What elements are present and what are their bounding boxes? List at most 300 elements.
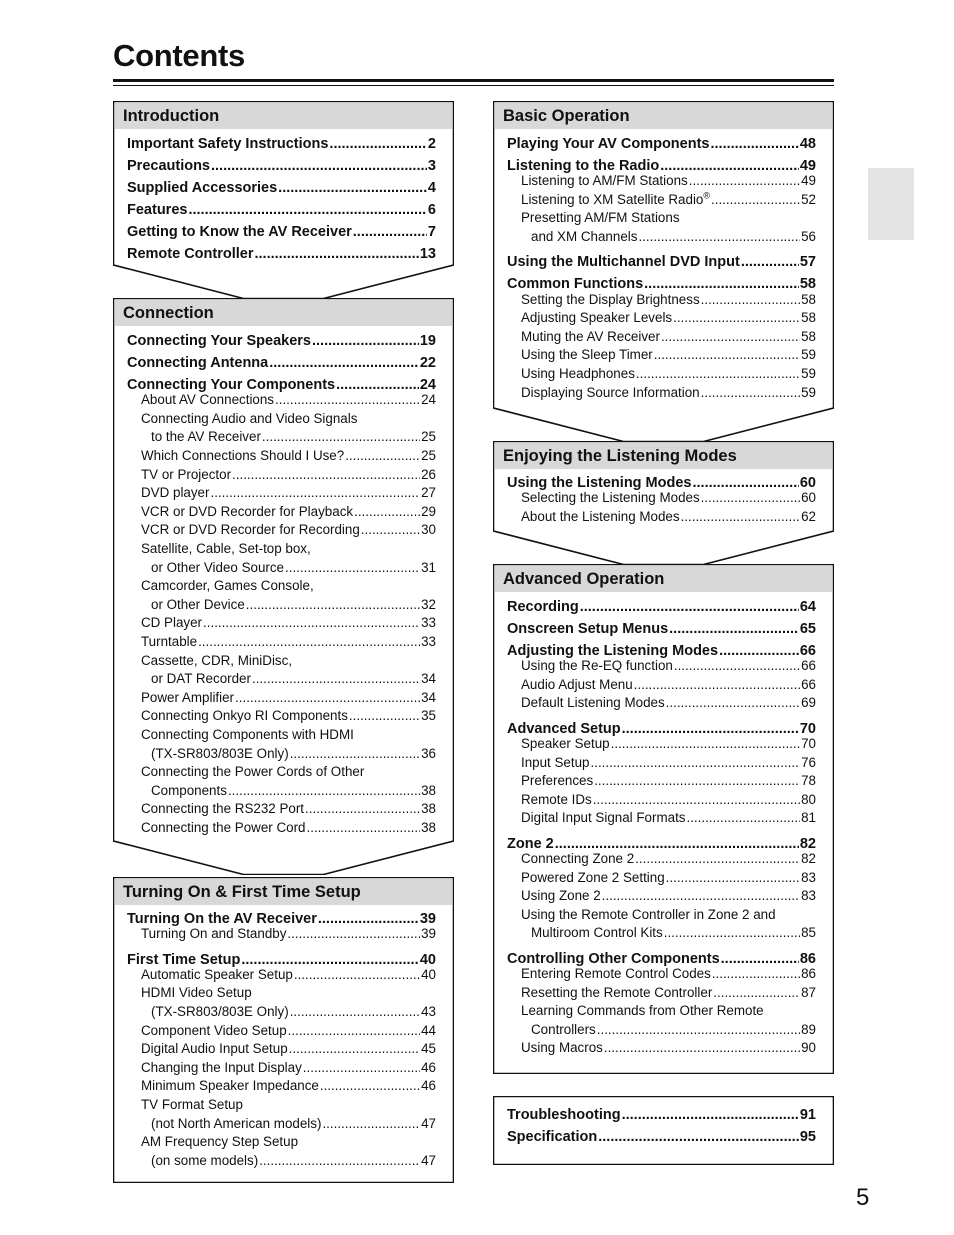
toc-entry[interactable] (127, 541, 436, 556)
dot-leader (661, 329, 800, 344)
toc-entry-page: 57 (799, 254, 816, 271)
toc-entry[interactable] (507, 475, 816, 491)
toc-entry-page: 82 (801, 851, 816, 866)
toc-entry[interactable] (127, 202, 436, 218)
toc-entry[interactable] (127, 1134, 436, 1149)
dot-leader (269, 355, 419, 371)
dot-leader (232, 467, 420, 482)
dot-leader (741, 254, 799, 270)
registered-mark: ® (703, 190, 711, 201)
toc-entry[interactable] (507, 985, 816, 1000)
toc-entry[interactable] (507, 1022, 816, 1037)
toc-entry-page: 85 (801, 925, 816, 941)
toc-entry[interactable] (127, 136, 436, 152)
toc-entry-page: 48 (799, 136, 816, 152)
toc-entry-label: CD Player (141, 615, 203, 631)
toc-entry-page: 46 (421, 1059, 436, 1075)
toc-entry[interactable] (507, 677, 816, 692)
toc-entry[interactable] (127, 615, 436, 630)
toc-entry-label: Remote IDs (521, 791, 592, 807)
toc-entry[interactable] (507, 276, 816, 292)
toc-entry-label: Turning On and Standby (141, 926, 287, 942)
dot-leader (598, 1129, 799, 1145)
toc-entry[interactable] (127, 333, 436, 349)
toc-entry-label: Components (151, 782, 227, 798)
toc-entry[interactable] (507, 1129, 816, 1145)
toc-entry-label: Connecting Onkyo RI Components (141, 708, 348, 724)
toc-entry[interactable] (127, 634, 436, 649)
toc-entry[interactable] (127, 746, 436, 761)
toc-entry-page: 2 (427, 136, 436, 152)
toc-entry-page: 38 (421, 782, 436, 798)
dot-leader (211, 158, 427, 174)
toc-entry-page: 95 (799, 1129, 816, 1145)
toc-entry[interactable] (507, 192, 816, 207)
section-listening-modes (493, 441, 834, 565)
toc-entry-page: 83 (801, 888, 816, 904)
toc-entry-page: 60 (801, 490, 816, 506)
toc-entry[interactable] (507, 643, 816, 659)
toc-entry-label: Controlling Other Components (507, 950, 720, 967)
toc-entry[interactable] (507, 509, 816, 524)
dot-leader (287, 926, 420, 941)
dot-leader (255, 246, 419, 262)
dot-leader (602, 888, 800, 903)
toc-entry[interactable] (127, 764, 436, 779)
dot-leader (203, 615, 420, 630)
toc-entry-label: Camcorder, Games Console, (141, 578, 314, 594)
toc-entry[interactable] (127, 597, 436, 612)
toc-entry[interactable] (127, 485, 436, 500)
toc-entry[interactable] (127, 411, 436, 426)
dot-leader (580, 599, 799, 615)
toc-entry-page: 58 (801, 310, 816, 326)
toc-entry-page: 89 (801, 1021, 816, 1037)
toc-entry[interactable] (127, 429, 436, 444)
toc-entry-label: Important Safety Instructions (127, 136, 329, 152)
section-header: Connection (115, 300, 452, 326)
toc-entry[interactable] (507, 229, 816, 244)
toc-entry-page: 49 (799, 158, 816, 174)
toc-entry-page: 64 (799, 599, 816, 615)
toc-entry-label: VCR or DVD Recorder for Recording (141, 522, 360, 538)
dot-leader (666, 695, 800, 710)
toc-entry-page: 83 (801, 869, 816, 885)
toc-entry-page: 70 (801, 736, 816, 751)
dot-leader (664, 925, 800, 940)
dot-leader (710, 136, 798, 152)
toc-entry[interactable] (127, 727, 436, 742)
dot-leader (689, 173, 800, 188)
toc-entry[interactable] (507, 254, 816, 270)
toc-entry[interactable] (507, 210, 816, 225)
toc-entry-page: 27 (421, 485, 436, 501)
toc-entry-label: Connecting Your Speakers (127, 333, 311, 349)
dot-leader (636, 366, 800, 381)
toc-entry-page: 38 (421, 801, 436, 817)
dot-leader (312, 333, 419, 349)
toc-entry[interactable] (507, 292, 816, 307)
toc-entry-page: 25 (421, 429, 436, 445)
section-header: Basic Operation (495, 103, 832, 129)
toc-entry-label: Connecting Audio and Video Signals (141, 410, 358, 426)
toc-entry-page: 40 (419, 951, 436, 968)
toc-entry[interactable] (127, 1023, 436, 1038)
toc-entry-page: 25 (421, 448, 436, 463)
toc-entry-label: and XM Channels (531, 229, 638, 244)
toc-entry[interactable] (507, 1040, 816, 1055)
toc-entry-label: Digital Input Signal Formats (521, 810, 686, 826)
toc-entry-label: Precautions (127, 158, 210, 174)
toc-entry-page: 19 (419, 333, 436, 349)
toc-entry-label: Advanced Setup (507, 720, 621, 737)
toc-entry-label: Connecting the RS232 Port (141, 801, 305, 817)
toc-entry-label: Input Setup (521, 754, 590, 770)
toc-entry-label: Cassette, CDR, MiniDisc, (141, 652, 293, 668)
toc-entry-label: About AV Connections (141, 392, 275, 408)
toc-entry[interactable] (127, 1004, 436, 1019)
dot-leader (290, 1004, 420, 1019)
toc-entry-label: (TX-SR803/803E Only) (151, 1004, 289, 1019)
toc-entry-page: 22 (419, 355, 436, 371)
toc-entry[interactable] (507, 1003, 816, 1018)
dot-leader (278, 180, 427, 196)
toc-entry-label: or Other Video Source (151, 559, 284, 575)
section-introduction (113, 101, 454, 299)
toc-entry-label: Powered Zone 2 Setting (521, 869, 665, 885)
toc-entry-label: (on some models) (151, 1152, 259, 1168)
toc-entry-page: 86 (799, 950, 816, 967)
toc-entry[interactable] (127, 671, 436, 686)
toc-entry-page: 49 (801, 173, 816, 189)
dot-leader (303, 1060, 420, 1075)
dot-leader (666, 870, 800, 885)
toc-entry[interactable] (127, 690, 436, 705)
toc-entry-label: Connecting the Power Cord (141, 820, 306, 835)
dot-leader (669, 621, 799, 637)
toc-entry-page: 47 (421, 1152, 436, 1168)
toc-entry[interactable] (127, 560, 436, 575)
toc-entry-label: Using the Sleep Timer (521, 347, 653, 363)
toc-entry-label: AM Frequency Step Setup (141, 1134, 299, 1150)
toc-entry[interactable] (507, 792, 816, 807)
dot-leader (361, 522, 420, 537)
dot-leader (721, 951, 799, 967)
toc-entry-page: 56 (801, 229, 816, 244)
toc-entry-page: 58 (801, 328, 816, 344)
toc-entry[interactable] (507, 755, 816, 770)
toc-entry[interactable] (507, 658, 816, 673)
dot-leader (320, 1078, 420, 1093)
toc-entry[interactable] (127, 448, 436, 463)
toc-entry-label: Changing the Input Display (141, 1059, 302, 1075)
toc-entry-label: Presetting AM/FM Stations (521, 210, 680, 226)
toc-entry[interactable] (507, 621, 816, 637)
toc-entry[interactable] (127, 708, 436, 723)
toc-entry-label: Listening to AM/FM Stations (521, 173, 688, 189)
dot-leader (555, 836, 799, 852)
dot-leader (285, 560, 420, 575)
toc-entry[interactable] (507, 951, 816, 967)
toc-entry-label: Minimum Speaker Impedance (141, 1078, 319, 1094)
title-rule-thin (113, 85, 834, 86)
toc-entry[interactable] (507, 490, 816, 505)
toc-entry[interactable] (507, 173, 816, 188)
toc-entry-label: Recording (507, 599, 579, 615)
toc-entry-page: 34 (421, 671, 436, 687)
toc-entry-page: 33 (421, 634, 436, 649)
toc-entry[interactable] (127, 504, 436, 519)
toc-entry[interactable] (127, 467, 436, 482)
toc-entry[interactable] (127, 377, 436, 393)
dot-leader (305, 801, 420, 816)
toc-entry-page: 76 (801, 754, 816, 770)
toc-entry-page: 24 (421, 392, 436, 408)
toc-entry-label: Power Amplifier (141, 689, 235, 705)
toc-entry-label: Connecting Antenna (127, 355, 269, 371)
section-header: Advanced Operation (495, 566, 832, 592)
toc-entry-label: TV Format Setup (141, 1097, 243, 1112)
toc-entry-label: VCR or DVD Recorder for Playback (141, 503, 354, 519)
toc-entry-page: 26 (421, 466, 436, 482)
dot-leader (638, 229, 800, 244)
toc-entry[interactable] (127, 1060, 436, 1075)
toc-entry[interactable] (127, 985, 436, 1000)
dot-leader (210, 485, 420, 500)
toc-entry-label: to the AV Receiver (151, 429, 261, 445)
toc-entry[interactable] (507, 1107, 816, 1123)
dot-leader (246, 597, 420, 612)
dot-leader (597, 1022, 800, 1037)
toc-entry-page: 36 (421, 745, 436, 761)
toc-entry[interactable] (507, 136, 816, 152)
toc-entry[interactable] (127, 926, 436, 941)
toc-entry[interactable] (507, 851, 816, 866)
dot-leader (354, 504, 420, 519)
toc-entry[interactable] (507, 810, 816, 825)
toc-entry-page: 86 (801, 966, 816, 981)
toc-entry-label: Connecting Zone 2 (521, 851, 635, 866)
toc-entry-label: Remote Controller (127, 246, 254, 262)
toc-entry-label: Adjusting the Listening Modes (507, 643, 719, 659)
toc-entry-page: 80 (801, 791, 816, 807)
toc-entry-label: Playing Your AV Components (507, 136, 710, 152)
toc-entry-page: 46 (421, 1078, 436, 1094)
toc-entry-page: 47 (421, 1115, 436, 1131)
toc-entry[interactable] (127, 224, 436, 240)
toc-entry-label: Using Zone 2 (521, 888, 601, 904)
dot-leader (604, 1040, 800, 1055)
toc-entry[interactable] (127, 158, 436, 174)
dot-leader (674, 658, 800, 673)
toc-entry[interactable] (127, 1097, 436, 1112)
toc-entry-page: 87 (801, 984, 816, 1000)
dot-leader (622, 1107, 799, 1123)
toc-entry-label: Using Headphones (521, 366, 635, 381)
section-appendix (493, 1096, 834, 1165)
toc-entry-page: 65 (799, 621, 816, 637)
toc-entry-label: Audio Adjust Menu (521, 676, 633, 692)
toc-entry[interactable] (127, 952, 436, 968)
toc-entry-label: Speaker Setup (521, 736, 610, 751)
toc-entry[interactable] (507, 599, 816, 615)
dot-leader (719, 643, 799, 659)
toc-entry-page: 31 (421, 559, 436, 575)
dot-leader (188, 202, 426, 218)
dot-leader (318, 911, 419, 927)
toc-entry-page: 52 (801, 191, 816, 207)
dot-leader (712, 966, 800, 981)
dot-leader (262, 429, 420, 444)
toc-entry-page: 59 (801, 366, 816, 381)
toc-entry[interactable] (507, 695, 816, 710)
toc-entry-page: 44 (421, 1022, 436, 1038)
toc-entry[interactable] (127, 355, 436, 371)
toc-entry[interactable] (507, 366, 816, 381)
toc-entry[interactable] (507, 158, 816, 174)
dot-leader (322, 1116, 420, 1131)
toc-entry-label: Which Connections Should I Use? (141, 448, 345, 463)
toc-entry[interactable] (507, 907, 816, 922)
toc-entry[interactable] (127, 1153, 436, 1168)
toc-entry[interactable] (127, 392, 436, 407)
toc-entry-page: 30 (421, 522, 436, 538)
dot-leader (660, 158, 799, 174)
dot-leader (591, 755, 801, 770)
toc-entry-page: 43 (421, 1004, 436, 1019)
dot-leader (681, 509, 801, 524)
toc-entry-page: 34 (421, 689, 436, 705)
section-header: Enjoying the Listening Modes (495, 443, 832, 469)
section-turning-on (113, 877, 454, 1183)
toc-entry-label: Connecting Components with HDMI (141, 727, 354, 742)
toc-entry-label: Component Video Setup (141, 1022, 287, 1038)
toc-entry[interactable] (127, 1078, 436, 1093)
toc-entry-label: About the Listening Modes (521, 508, 680, 524)
dot-leader (594, 773, 800, 788)
toc-entry[interactable] (507, 870, 816, 885)
toc-entry-page: 32 (421, 596, 436, 612)
toc-entry-label: or DAT Recorder (151, 671, 251, 687)
section-advanced-operation (493, 564, 834, 1074)
title-rule (113, 79, 834, 82)
toc-entry[interactable] (127, 967, 436, 982)
toc-entry-page: 45 (421, 1041, 436, 1057)
toc-entry[interactable] (127, 911, 436, 927)
toc-entry-page: 66 (801, 676, 816, 692)
toc-entry-label: Multiroom Control Kits (531, 925, 663, 941)
toc-entry[interactable] (127, 1041, 436, 1056)
toc-entry[interactable] (127, 180, 436, 196)
toc-entry[interactable] (507, 347, 816, 362)
toc-entry-label: Connecting Your Components (127, 377, 336, 393)
toc-entry-page: 38 (421, 820, 436, 835)
toc-entry[interactable] (507, 329, 816, 344)
toc-entry-page: 4 (427, 180, 436, 196)
toc-entry-page: 39 (419, 911, 436, 927)
toc-entry[interactable] (507, 966, 816, 981)
toc-entry[interactable] (127, 653, 436, 668)
chapter-tab (868, 168, 914, 240)
toc-entry-page: 82 (799, 835, 816, 852)
toc-entry[interactable] (507, 773, 816, 788)
toc-entry-label: (not North American models) (151, 1115, 322, 1131)
toc-entry[interactable] (507, 925, 816, 940)
toc-entry-page: 69 (801, 695, 816, 711)
toc-entry-label: Learning Commands from Other Remote (521, 1003, 764, 1019)
toc-entry-label: Controllers (531, 1021, 596, 1037)
toc-entry-page: 70 (799, 720, 816, 737)
toc-entry-label: Entering Remote Control Codes (521, 966, 711, 981)
toc-entry-label: Digital Audio Input Setup (141, 1041, 288, 1057)
toc-entry-page: 39 (421, 926, 436, 942)
toc-entry-page: 58 (801, 291, 816, 307)
toc-entry-label: Preferences (521, 773, 594, 789)
toc-entry-page: 59 (801, 384, 816, 400)
toc-entry[interactable] (507, 888, 816, 903)
toc-entry-label: Setting the Display Brightness (521, 291, 700, 307)
dot-leader (701, 292, 800, 307)
toc-entry[interactable] (507, 385, 816, 400)
section-header: Turning On & First Time Setup (115, 879, 452, 905)
dot-leader (713, 985, 800, 1000)
dot-leader (349, 708, 420, 723)
toc-entry-label: Using the Listening Modes (507, 475, 692, 491)
toc-entry[interactable] (127, 578, 436, 593)
toc-entry[interactable] (127, 246, 436, 262)
toc-entry-label: Displaying Source Information (521, 384, 700, 400)
toc-entry-page: 66 (799, 643, 816, 659)
dot-leader (336, 377, 419, 393)
dot-leader (353, 224, 427, 240)
toc-entry[interactable] (127, 801, 436, 816)
dot-leader (701, 490, 800, 505)
toc-entry-label: Specification (507, 1129, 598, 1145)
dot-leader (593, 792, 800, 807)
dot-leader (634, 677, 800, 692)
toc-entry-label: Getting to Know the AV Receiver (127, 224, 352, 240)
toc-entry-label: Turntable (141, 634, 198, 649)
toc-entry[interactable] (127, 820, 436, 835)
toc-entry[interactable] (507, 736, 816, 751)
dot-leader (307, 820, 421, 835)
toc-entry-label: Features (127, 202, 188, 218)
dot-leader (288, 1023, 420, 1038)
dot-leader (654, 347, 800, 362)
toc-entry-label: Using the Remote Controller in Zone 2 and (521, 906, 776, 922)
section-header: Introduction (115, 103, 452, 129)
toc-entry-label: Troubleshooting (507, 1107, 621, 1123)
toc-entry-label: TV or Projector (141, 466, 232, 482)
dot-leader (252, 671, 420, 686)
dot-leader (275, 392, 420, 407)
dot-leader (635, 851, 800, 866)
toc-entry[interactable] (127, 522, 436, 537)
toc-entry[interactable] (127, 1116, 436, 1131)
toc-entry-page: 91 (799, 1107, 816, 1123)
toc-entry[interactable] (507, 310, 816, 325)
dot-leader (622, 721, 799, 737)
toc-entry-label: Using the Re-EQ function (521, 658, 673, 674)
toc-entry[interactable] (507, 721, 816, 737)
toc-entry[interactable] (127, 783, 436, 798)
toc-entry-label: Satellite, Cable, Set-top box, (141, 541, 311, 556)
dot-leader (259, 1153, 420, 1168)
toc-entry[interactable] (507, 836, 816, 852)
toc-entry-page: 33 (421, 615, 436, 631)
toc-entry-page: 66 (801, 658, 816, 674)
dot-leader (611, 736, 801, 751)
